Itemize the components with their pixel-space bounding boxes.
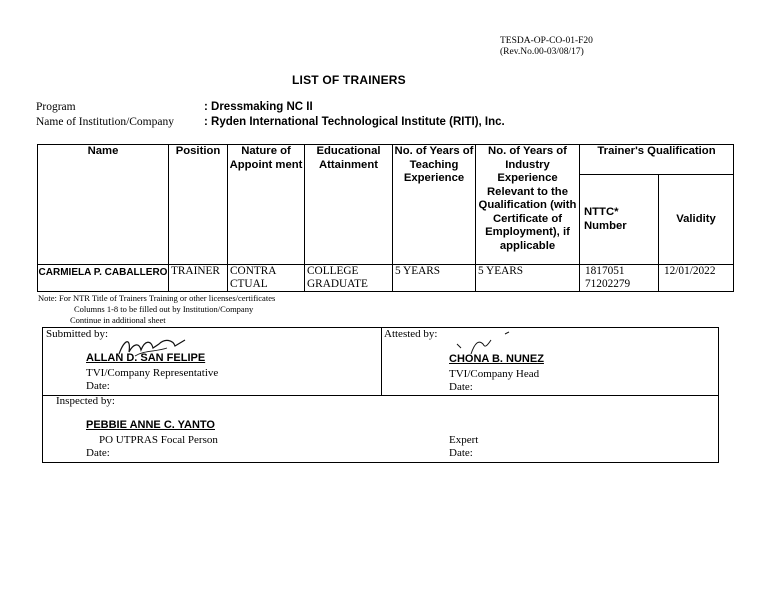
cell-position: TRAINER bbox=[169, 265, 228, 292]
table-row bbox=[38, 265, 734, 292]
inspected-name: PEBBIE ANNE C. YANTO bbox=[86, 419, 215, 431]
header-qualification: Trainer's Qualification bbox=[580, 145, 734, 175]
inspected-role: PO UTPRAS Focal Person bbox=[99, 434, 218, 446]
program-label: Program bbox=[36, 101, 76, 113]
header-nttc: NTTC* Number bbox=[580, 175, 659, 265]
note bbox=[38, 293, 275, 326]
attested-date-label: Date: bbox=[449, 381, 473, 393]
inspected-date-label: Date: bbox=[86, 447, 110, 459]
attested-by-label: Attested by: bbox=[384, 328, 438, 340]
institution-label: Name of Institution/Company bbox=[36, 116, 174, 128]
cell-industry: 5 YEARS bbox=[476, 265, 580, 292]
form-code-number: TESDA-OP-CO-01-F20 bbox=[500, 36, 593, 46]
inspected-by-label: Inspected by: bbox=[56, 395, 115, 407]
header-position: Position bbox=[169, 145, 228, 265]
program-value: : Dressmaking NC II bbox=[204, 101, 313, 113]
expert-date-label: Date: bbox=[449, 447, 473, 459]
note-line-2: Columns 1-8 to be filled out by Institution/Company bbox=[74, 304, 254, 314]
header-nature: Nature of Appoint ment bbox=[228, 145, 305, 265]
header-validity: Validity bbox=[659, 175, 734, 265]
submitted-date-label: Date: bbox=[86, 380, 110, 392]
signature-divider-vertical bbox=[381, 328, 382, 395]
note-line-1: Note: For NTR Title of Trainers Training or other licenses/certificates bbox=[38, 293, 276, 303]
submitted-by-label: Submitted by: bbox=[46, 328, 109, 340]
header-industry: No. of Years of Industry Experience Relevant to the Qualification (with Certificate of Employment), if applicable bbox=[476, 145, 580, 265]
cell-teaching: 5 YEARS bbox=[393, 265, 476, 292]
expert-role: Expert bbox=[449, 434, 479, 446]
signature-divider-horizontal bbox=[43, 395, 718, 396]
form-revision: (Rev.No.00-03/08/17) bbox=[500, 47, 584, 57]
document-title: LIST OF TRAINERS bbox=[292, 73, 406, 87]
institution-value: : Ryden International Technological Institute (RITI), Inc. bbox=[204, 116, 505, 128]
cell-validity: 12/01/2022 bbox=[659, 265, 734, 292]
cell-nttc: 1817051 71202279 bbox=[580, 265, 659, 292]
cell-education: COLLEGE GRADUATE bbox=[305, 265, 393, 292]
submitted-name: ALLAN D. SAN FELIPE bbox=[86, 352, 206, 364]
submitted-role: TVI/Company Representative bbox=[86, 367, 219, 379]
header-name: Name bbox=[38, 145, 169, 265]
signature-box bbox=[42, 327, 719, 463]
attested-role: TVI/Company Head bbox=[449, 368, 540, 380]
cell-nature: CONTRA CTUAL bbox=[228, 265, 305, 292]
header-teaching: No. of Years of Teaching Experience bbox=[393, 145, 476, 265]
form-code bbox=[500, 36, 593, 58]
cell-name: CARMIELA P. CABALLERO bbox=[38, 265, 169, 292]
trainers-table bbox=[37, 144, 734, 292]
attested-name: CHONA B. NUNEZ bbox=[449, 353, 544, 365]
note-line-3: Continue in additional sheet bbox=[70, 315, 166, 325]
header-education: Educational Attainment bbox=[305, 145, 393, 265]
